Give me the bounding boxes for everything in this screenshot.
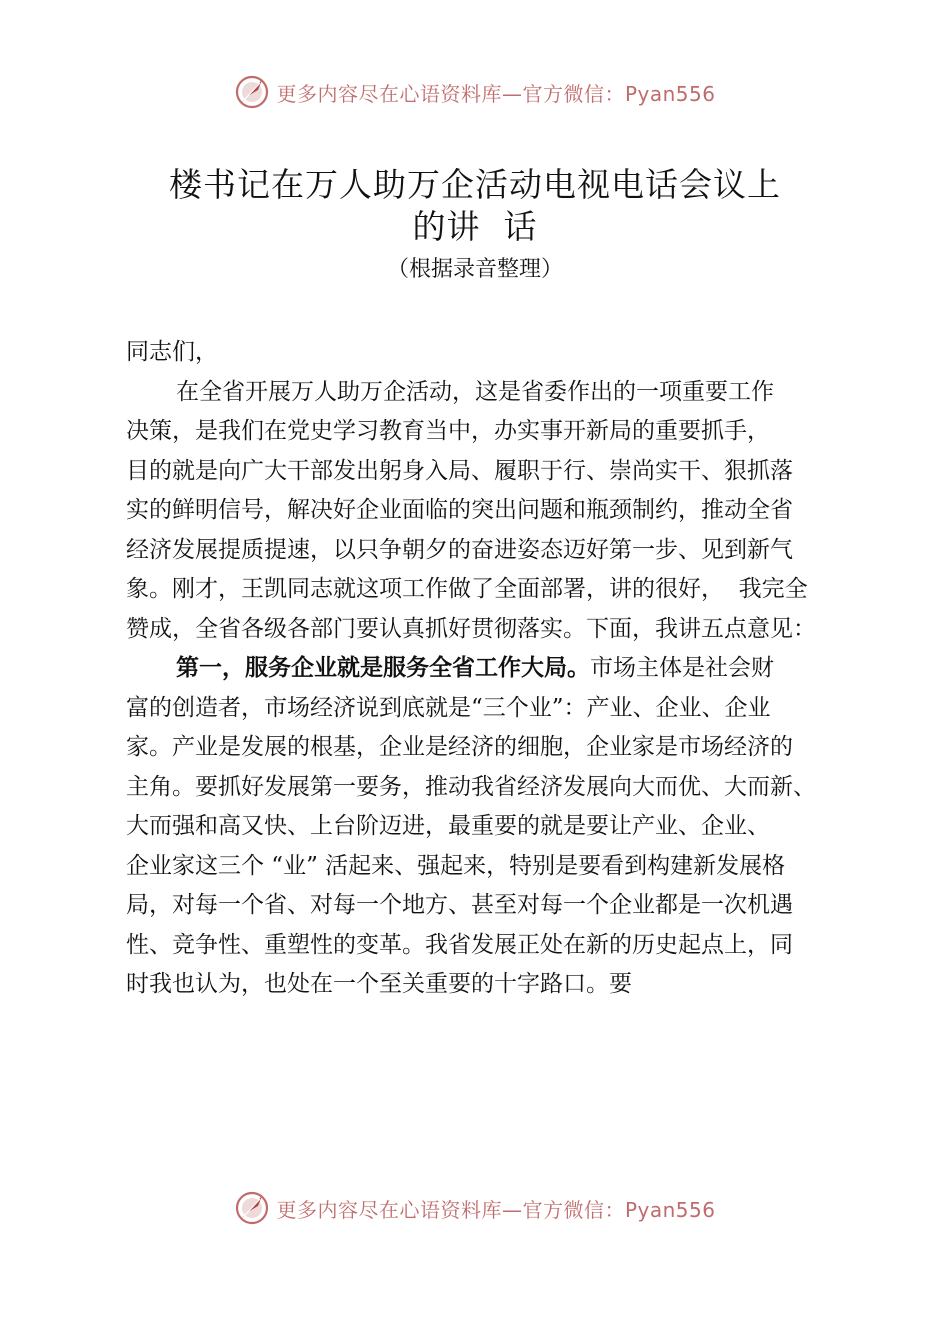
paragraph-line: 决策，是我们在党史学习教育当中，办实事开新局的重要抓手， — [126, 418, 770, 444]
paragraph-line: 目的就是向广大干部发出躬身入局、履职于行、崇尚实干、狠抓落 — [126, 457, 793, 484]
paragraph-line: 经济发展提质提速，以只争朝夕的奋进姿态迈好第一步、见到新气 — [126, 536, 793, 563]
section-one-heading: 第一，服务企业就是服务全省工作大局。 — [176, 655, 590, 681]
paragraph-line: 企业家这三个 “业” 活起来、强起来，特别是要看到构建新发展格 — [126, 852, 786, 879]
section-one-first-rest: 市场主体是社会财 — [590, 655, 774, 681]
paragraph-line: 时我也认为，也处在一个至关重要的十字路口。要 — [126, 971, 632, 997]
footer-banner — [0, 1188, 950, 1228]
quill-logo-icon — [234, 74, 270, 110]
title-line-1: 楼书记在万人助万企活动电视电话会议上 — [169, 165, 781, 204]
paragraph-line: 实的鲜明信号，解决好企业面临的突出问题和瓶颈制约，推动全省 — [126, 497, 793, 523]
header-banner-text: 更多内容尽在心语资料库—官方微信：Pyan556 — [276, 81, 716, 106]
footer-banner-text: 更多内容尽在心语资料库—官方微信：Pyan556 — [276, 1197, 716, 1222]
paragraph-line: 家。产业是发展的根基，企业是经济的细胞，企业家是市场经济的 — [126, 734, 793, 760]
speech-body — [126, 333, 866, 1005]
paragraph-line: 主角。要抓好发展第一要务，推动我省经济发展向大而优、大而新、 — [126, 773, 816, 800]
title-line-2: 的讲 话 — [412, 207, 538, 246]
paragraph-line: 在全省开展万人助万企活动，这是省委作出的一项重要工作 — [176, 378, 774, 405]
salutation: 同志们， — [126, 339, 218, 365]
quill-logo-icon — [234, 1190, 270, 1226]
paragraph-line: 富的创造者，市场经济说到底就是“三个业”：产业、企业、企业 — [126, 694, 771, 721]
document-title — [100, 164, 850, 248]
paragraph-line: 象。刚才，王凯同志就这项工作做了全面部署，讲的很好， 我完全 — [126, 576, 808, 602]
paragraph-line: 局，对每一个省、对每一个地方、甚至对每一个企业都是一次机遇 — [126, 892, 793, 918]
paragraph-line: 赞成，全省各级各部门要认真抓好贯彻落实。下面，我讲五点意见： — [126, 615, 816, 642]
paragraph-line: 大而强和高又快、上台阶迈进，最重要的就是要让产业、企业、 — [126, 813, 770, 839]
document-subtitle: （根据录音整理） — [386, 257, 563, 282]
paragraph-line: 性、竞争性、重塑性的变革。我省发展正处在新的历史起点上，同 — [126, 931, 793, 958]
header-banner — [0, 72, 950, 112]
section-one-first-line — [126, 649, 866, 689]
